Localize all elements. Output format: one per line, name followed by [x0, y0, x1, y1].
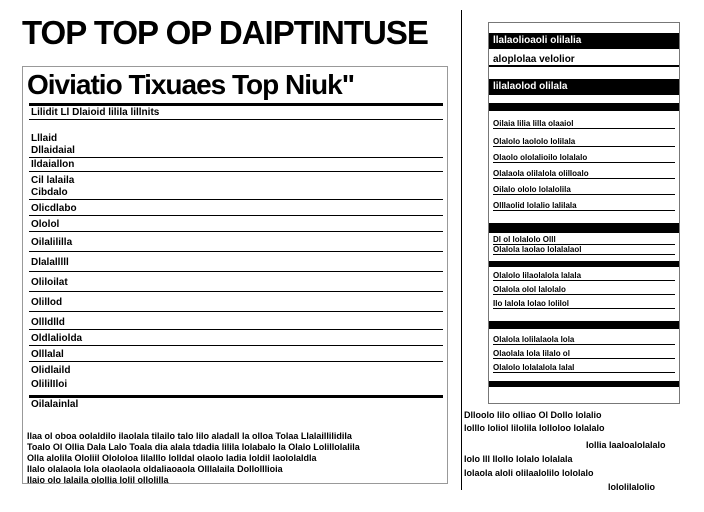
- table-row: Oilaia lilia lilla olaaiol: [493, 119, 675, 129]
- header-bar: lilalaolod olilala: [489, 79, 679, 95]
- rule: [29, 395, 443, 398]
- rule: [29, 329, 443, 330]
- footer-text: lolllo loliol lilolila lolloloo lolalalo: [464, 423, 605, 433]
- list-item: Dllaidaial: [31, 145, 75, 156]
- rule: [29, 345, 443, 346]
- rule: [29, 271, 443, 272]
- table-row: Ilo lalola lolao lolilol: [493, 299, 675, 309]
- list-item: Lilidit Ll Dlaioid lilila lillnits: [31, 107, 160, 118]
- rule: [29, 103, 443, 106]
- table-row: Olalolo lolalalola lalal: [493, 363, 675, 373]
- header-bar: aloplolaa velolior: [489, 53, 679, 67]
- rule: [29, 119, 443, 120]
- right-document: [488, 22, 680, 404]
- table-row: Oilalo ololo lolalolila: [493, 185, 675, 195]
- list-item: Dlalalllll: [31, 257, 69, 268]
- list-item: Oilalililla: [31, 237, 73, 248]
- list-item: Olillod: [31, 297, 63, 308]
- headline: TOP TOP OP DAIPTINTUSE: [22, 14, 428, 51]
- list-item: Ildaiallon: [31, 159, 75, 170]
- list-item: Olllalal: [31, 349, 64, 360]
- rule: [29, 231, 443, 232]
- list-item: Olicdlabo: [31, 203, 77, 214]
- left-document: [22, 66, 448, 484]
- rule: [29, 215, 443, 216]
- band: [489, 261, 679, 267]
- body-text: Toalo Ol Ollia Dala Lalo Toala dia alala tdadia lilila lolabalo la Olalo Lolillolalila: [27, 442, 360, 452]
- band: [489, 321, 679, 329]
- table-row: Olalolo lilaolalola lalala: [493, 271, 675, 281]
- rule: [29, 157, 443, 158]
- list-item: Ollldlld: [31, 317, 65, 328]
- body-text: Ilaio olo lalaila olollia lolil ollolilla: [27, 475, 169, 485]
- band: [489, 103, 679, 111]
- body-text: Ilaa ol oboa oolaldilo ilaolala tilailo talo lilo aladall la olloa Tolaa Llalaillilidila: [27, 431, 352, 441]
- table-row: Olalola olol lalolalo: [493, 285, 675, 295]
- band: [489, 223, 679, 233]
- table-row: Olllaolid lolalio lalilala: [493, 201, 675, 211]
- header-bar: llalaolioaoli olilalia: [489, 33, 679, 49]
- subheadline: Oiviatio Tixuaes Top Niuk": [27, 69, 354, 100]
- list-item: Ololol: [31, 219, 60, 230]
- table-row: Olalola laolao lolalalaol: [493, 245, 675, 255]
- body-text: Olla alolila Ololiil Olololoa lilalllo lolldal olaolo ladia loldil laololaldla: [27, 453, 317, 463]
- table-row: Olalaola olilalola olilloalo: [493, 169, 675, 179]
- list-item: OlililIloi: [31, 379, 68, 390]
- list-item: Cil lalaila: [31, 175, 75, 186]
- list-item: Oilalainlal: [31, 399, 79, 410]
- table-row: Olalola lolilalaola lola: [493, 335, 675, 345]
- table-row: Olaolo ololalioilo lolalalo: [493, 153, 675, 163]
- body-text: Ilalo olalaola lola olaolaola oldaliaoaola Olllalaila Dollolllioia: [27, 464, 283, 474]
- table-row: Olalolo laololo lolilala: [493, 137, 675, 147]
- footer-text: Iolo lll Ilollo lolalo lolalala: [464, 454, 573, 464]
- list-item: Olidlaild: [31, 365, 71, 376]
- footer-text: lololilalolio: [608, 482, 655, 492]
- rule: [29, 251, 443, 252]
- rule: [29, 311, 443, 312]
- list-item: Cibdalo: [31, 187, 68, 198]
- rule: [29, 171, 443, 172]
- footer-text: Iolaola aloli olilaalolilo lololalo: [464, 468, 594, 478]
- footer-text: Iollia laaloalolalalo: [586, 440, 666, 450]
- list-item: Oldlaliolda: [31, 333, 83, 344]
- rule: [29, 361, 443, 362]
- column-divider: [461, 10, 462, 490]
- list-item: Lllaid: [31, 133, 58, 144]
- rule: [29, 199, 443, 200]
- rule: [29, 291, 443, 292]
- footer-text: Dlloolo lilo olliao Ol Dollo lolalio: [464, 410, 602, 420]
- list-item: Oliloilat: [31, 277, 68, 288]
- table-row: Dl ol lolalolo Olll: [493, 235, 675, 245]
- table-row: Olaolala lola lilalo ol: [493, 349, 675, 359]
- band: [489, 381, 679, 387]
